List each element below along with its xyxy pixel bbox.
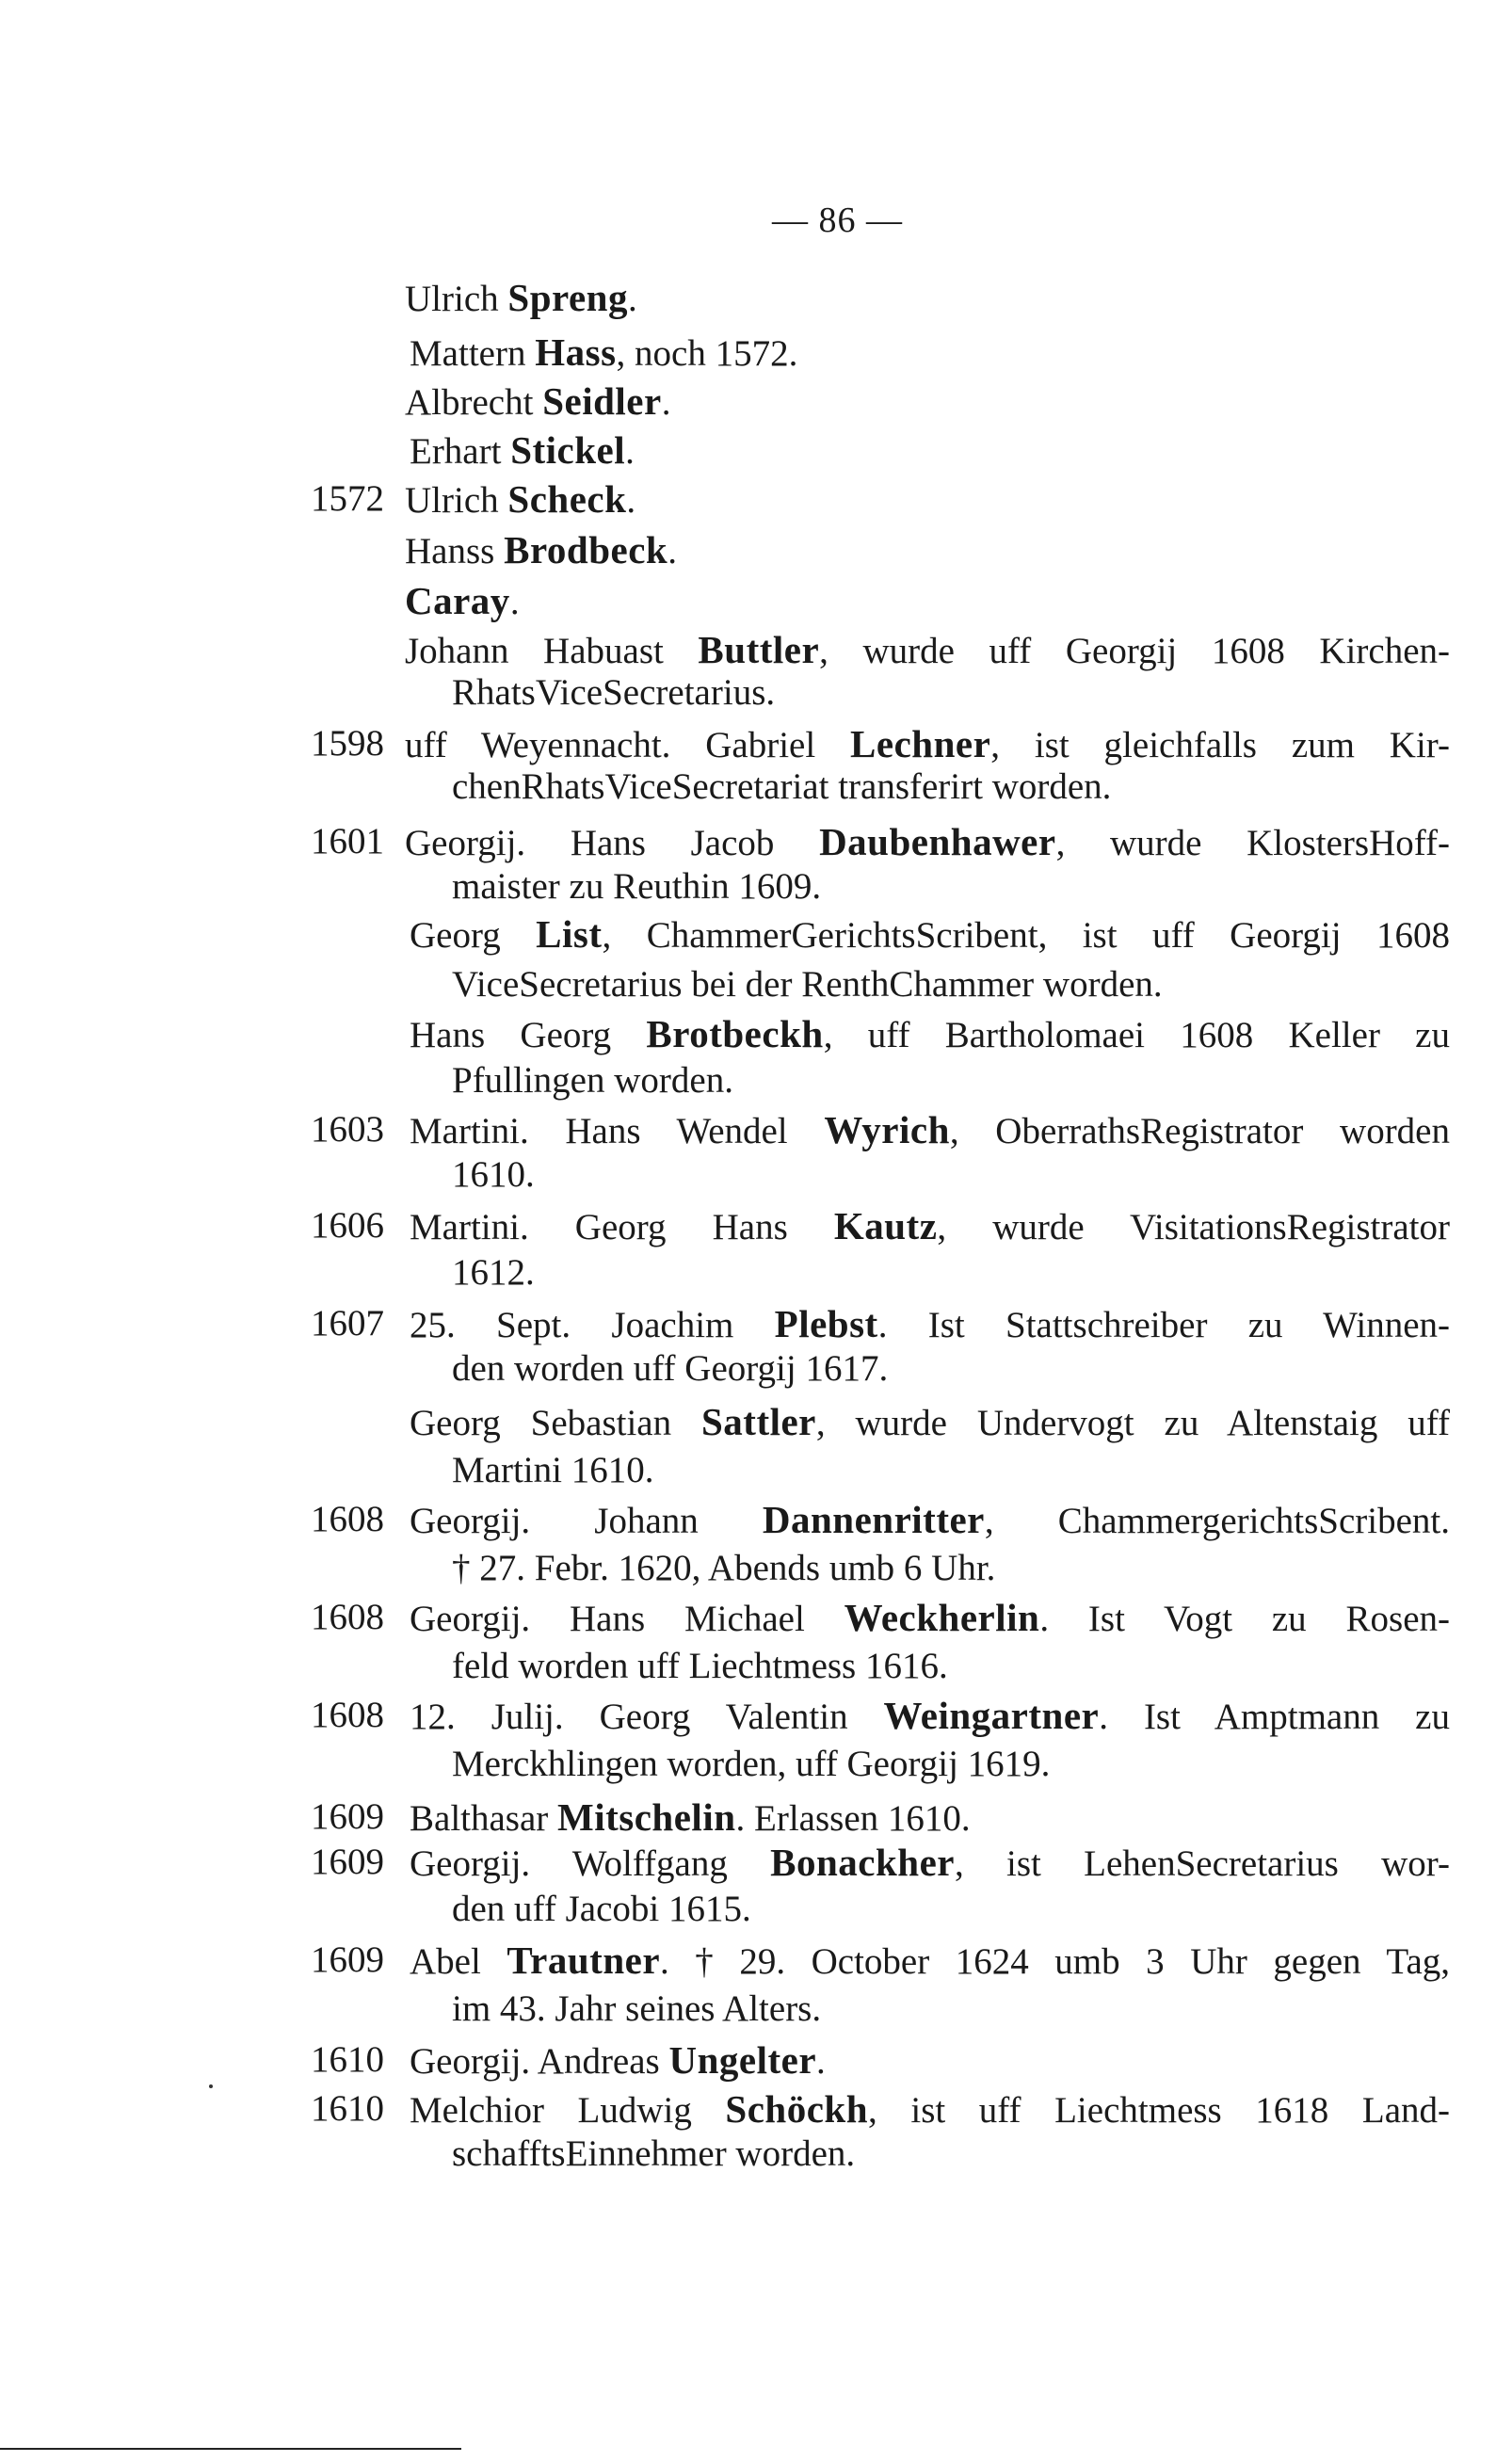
entry-prefix: schafftsEinnehmer worden. [452, 2133, 856, 2174]
person-surname: Wyrich [824, 1108, 950, 1151]
entry-prefix: den uff Jacobi 1615. [452, 1889, 751, 1929]
entry-suffix: , uff Bartholomaei 1608 Keller zu [823, 1015, 1450, 1055]
entry-prefix: 12. Julij. Georg Valentin [410, 1697, 884, 1737]
entry-prefix: Balthasar [410, 1798, 558, 1839]
entry-text [410, 1299, 1450, 1350]
page-number: — 86 — [772, 201, 903, 240]
text-line [0, 576, 1512, 625]
entry-text [410, 1838, 1450, 1889]
entry-prefix: 1610. [452, 1154, 535, 1195]
entry-text [405, 475, 635, 525]
entry-text [410, 1495, 1450, 1546]
entry-text [410, 2084, 1450, 2135]
entry-prefix: Johann Habuast [405, 631, 699, 671]
entry-prefix: Mattern [410, 333, 536, 374]
entry-text [410, 1105, 1450, 1156]
entry-text [452, 1248, 535, 1297]
entry-prefix: Georgij. Hans Michael [410, 1599, 844, 1639]
entry-year: 1606 [311, 1205, 384, 1246]
text-line [0, 1793, 1512, 1842]
person-surname: Dannenritter [762, 1498, 985, 1541]
entry-prefix: Martini. Hans Wendel [410, 1111, 825, 1151]
text-line [0, 1495, 1512, 1544]
text-line [0, 1936, 1512, 1985]
entry-year: 1610 [311, 2088, 384, 2129]
entry-text [452, 960, 1163, 1009]
entry-suffix: , ChammergerichtsScribent. [984, 1501, 1450, 1541]
entry-text [410, 1201, 1450, 1252]
text-line [0, 1838, 1512, 1887]
entry-suffix: . [661, 382, 671, 423]
text-line [0, 625, 1512, 674]
text-line [0, 1299, 1512, 1348]
entry-prefix: Hans Georg [410, 1015, 647, 1055]
person-surname: Hass [535, 330, 617, 374]
entry-suffix: . Ist Stattschreiber zu Winnen- [877, 1305, 1450, 1345]
text-line [0, 1201, 1512, 1250]
entry-prefix: Georgij. Wolffgang [410, 1843, 771, 1884]
text-line [0, 2036, 1512, 2084]
text-line [0, 1248, 1512, 1297]
entry-text [452, 1885, 751, 1934]
text-line [0, 1009, 1512, 1058]
person-surname: Bonackher [770, 1841, 955, 1884]
text-line [0, 763, 1512, 812]
entry-year: 1609 [311, 1796, 384, 1837]
entry-prefix: Pfullingen worden. [452, 1060, 733, 1101]
entry-text [410, 1593, 1450, 1644]
text-line [0, 1544, 1512, 1593]
entry-prefix: Georgij. Andreas [410, 2041, 669, 2082]
entry-text [452, 1056, 733, 1105]
entry-year: 1608 [311, 1597, 384, 1637]
entry-text [410, 426, 635, 476]
person-surname: Scheck [507, 477, 627, 521]
entry-suffix: . [816, 2041, 826, 2082]
entry-prefix: Hanss [405, 531, 505, 571]
entry-suffix: . Ist Vogt zu Rosen- [1039, 1599, 1450, 1639]
entry-prefix: den worden uff Georgij 1617. [452, 1348, 889, 1389]
text-line [0, 719, 1512, 768]
person-surname: Plebst [774, 1302, 878, 1345]
person-surname: Sattler [700, 1400, 816, 1443]
entry-text [452, 1544, 995, 1593]
entry-year: 1572 [311, 478, 384, 519]
text-line [0, 1740, 1512, 1789]
person-surname: Caray [405, 579, 510, 622]
text-line [0, 1985, 1512, 2034]
person-surname: Weckherlin [844, 1596, 1040, 1639]
entry-prefix: Georg Sebastian [410, 1403, 701, 1443]
text-line [0, 862, 1512, 911]
entry-text [452, 862, 821, 911]
entry-text [405, 273, 637, 324]
text-line [0, 1593, 1512, 1642]
person-surname: Stickel [510, 428, 626, 472]
entry-suffix: . Erlassen 1610. [735, 1798, 971, 1839]
entry-suffix: , ist LehenSecretarius wor- [955, 1843, 1450, 1884]
entry-text [452, 1151, 535, 1199]
text-line [0, 1691, 1512, 1740]
text-line [0, 1344, 1512, 1393]
text-line [0, 817, 1512, 866]
entry-prefix: feld worden uff Liechtmess 1616. [452, 1646, 948, 1686]
entry-text [452, 763, 1111, 812]
entry-prefix: Georg [410, 915, 537, 956]
entry-text [410, 1936, 1450, 1987]
entry-text [410, 909, 1450, 960]
entry-prefix: Martini. Georg Hans [410, 1207, 834, 1247]
text-line [0, 2130, 1512, 2179]
entry-prefix: Ulrich [405, 279, 508, 319]
entry-text [452, 2130, 855, 2179]
text-line [0, 668, 1512, 717]
text-line [0, 1446, 1512, 1495]
entry-text [405, 525, 677, 576]
entry-prefix: 25. Sept. Joachim [410, 1305, 775, 1345]
entry-suffix: . [509, 582, 520, 622]
entry-suffix: , ist gleichfalls zum Kir- [990, 725, 1450, 765]
text-line [0, 475, 1512, 523]
entry-year: 1609 [311, 1842, 384, 1882]
text-line [0, 1151, 1512, 1199]
entry-text [405, 377, 670, 427]
entry-year: 1598 [311, 723, 384, 764]
entry-suffix: , ist uff Liechtmess 1618 Land- [868, 2090, 1450, 2131]
text-line [0, 426, 1512, 475]
footer-rule [0, 2448, 461, 2450]
entry-suffix: , wurde Undervogt zu Altenstaig uff [815, 1403, 1450, 1443]
entry-prefix: Georgij. Hans Jacob [405, 823, 820, 863]
entry-prefix: Abel [410, 1941, 507, 1982]
entry-prefix: Georgij. Johann [410, 1501, 763, 1541]
person-surname: Brotbeckh [646, 1012, 824, 1055]
entry-suffix: , OberrathsRegistrator worden [949, 1111, 1450, 1151]
entry-year: 1609 [311, 1939, 384, 1980]
person-surname: Schöckh [725, 2087, 869, 2131]
entry-suffix: . [626, 480, 636, 521]
entry-prefix: Albrecht [405, 382, 543, 423]
entry-prefix: Erhart [410, 431, 511, 472]
entry-text [452, 1344, 888, 1393]
person-surname: Weingartner [883, 1694, 1100, 1737]
entry-suffix: , ChammerGerichtsScribent, ist uff Georgij 1608 [602, 915, 1450, 956]
entry-text [410, 2036, 826, 2086]
entry-text [452, 668, 775, 717]
text-line [0, 960, 1512, 1009]
text-line [0, 525, 1512, 574]
entry-text [452, 1642, 948, 1691]
text-line [0, 1885, 1512, 1934]
entry-year: 1607 [311, 1303, 384, 1344]
person-surname: Trautner [507, 1939, 661, 1982]
entry-suffix: . Ist Amptmann zu [1099, 1697, 1450, 1737]
entry-text [452, 1446, 653, 1495]
entry-prefix: im 43. Jahr seines Alters. [452, 1988, 822, 2029]
person-surname: Ungelter [668, 2038, 817, 2082]
entry-prefix: maister zu Reuthin 1609. [452, 866, 822, 907]
person-surname: Daubenhawer [819, 820, 1056, 863]
entry-text [410, 1397, 1450, 1448]
text-line [0, 273, 1512, 322]
entry-suffix: , wurde KlostersHoff- [1055, 823, 1450, 863]
person-surname: Lechner [850, 722, 991, 765]
entry-year: 1608 [311, 1695, 384, 1735]
entry-year: 1608 [311, 1499, 384, 1539]
print-speck [209, 2084, 213, 2088]
entry-prefix: † 27. Febr. 1620, Abends umb 6 Uhr. [452, 1548, 996, 1588]
entry-text [452, 1985, 821, 2034]
entry-prefix: chenRhatsViceSecretariat transferirt worden. [452, 766, 1112, 807]
entry-text [410, 328, 797, 378]
entry-suffix: . [668, 531, 677, 571]
entry-text [452, 1740, 1050, 1789]
entry-suffix: , wurde VisitationsRegistrator [937, 1207, 1451, 1247]
person-surname: Spreng [507, 276, 628, 319]
text-line [0, 909, 1512, 958]
entry-text [410, 1691, 1450, 1742]
text-line [0, 1642, 1512, 1691]
text-line [0, 377, 1512, 426]
entry-prefix: Melchior Ludwig [410, 2090, 726, 2131]
entry-text [410, 1793, 971, 1843]
text-line [0, 2084, 1512, 2133]
entry-text [405, 817, 1450, 868]
text-line [0, 1056, 1512, 1105]
entry-prefix: Martini 1610. [452, 1450, 654, 1490]
entry-suffix: , noch 1572. [616, 333, 798, 374]
entry-prefix: Ulrich [405, 480, 508, 521]
entry-year: 1603 [311, 1109, 384, 1150]
entry-suffix: . [625, 431, 635, 472]
person-surname: Mitschelin [557, 1795, 736, 1839]
entry-prefix: ViceSecretarius bei der RenthChammer worden. [452, 964, 1163, 1005]
entry-prefix: 1612. [452, 1252, 535, 1293]
text-line [0, 1397, 1512, 1446]
person-surname: List [536, 912, 603, 956]
entry-year: 1601 [311, 821, 384, 861]
person-surname: Kautz [833, 1204, 938, 1247]
person-surname: Buttler [698, 628, 820, 671]
entry-suffix: , wurde uff Georgij 1608 Kirchen- [819, 631, 1450, 671]
person-surname: Brodbeck [504, 528, 668, 571]
person-surname: Seidler [542, 379, 662, 423]
text-line [0, 1105, 1512, 1154]
entry-prefix: Merckhlingen worden, uff Georgij 1619. [452, 1744, 1051, 1784]
entry-text [405, 576, 520, 627]
entry-prefix: RhatsViceSecretarius. [452, 672, 776, 713]
entry-prefix: uff Weyennacht. Gabriel [405, 725, 851, 765]
entry-text [410, 1009, 1450, 1060]
text-line [0, 328, 1512, 377]
entry-suffix: . † 29. October 1624 umb 3 Uhr gegen Tag, [660, 1941, 1451, 1982]
entry-suffix: . [627, 279, 637, 319]
entry-year: 1610 [311, 2039, 384, 2080]
